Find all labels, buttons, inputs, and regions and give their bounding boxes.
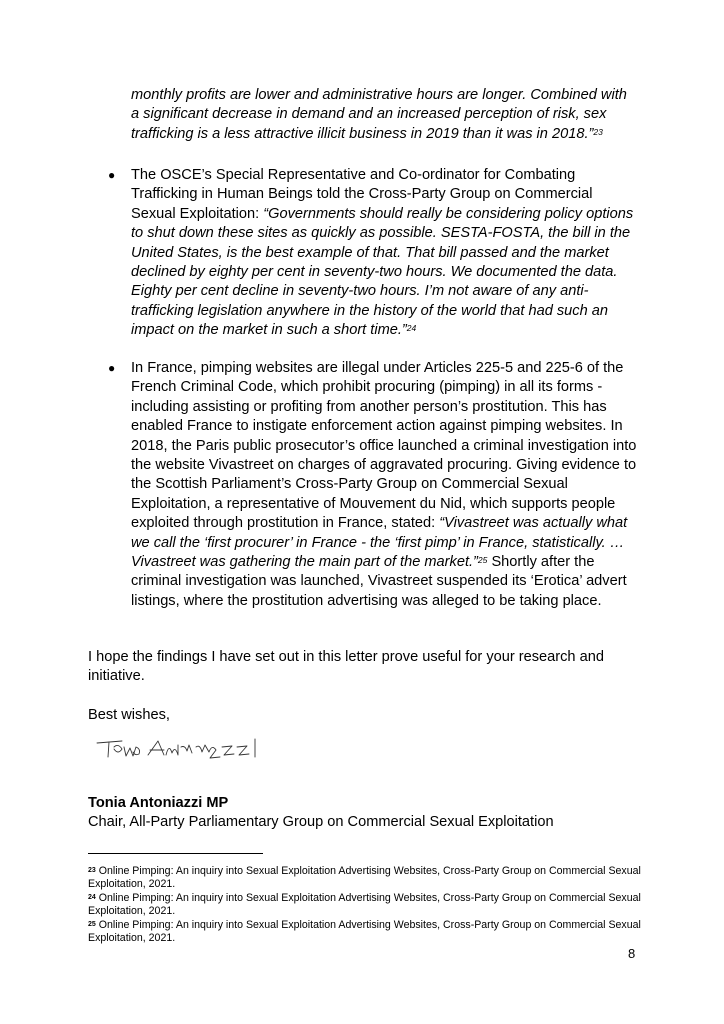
bullet-quote: “Governments should really be considering policy options to shut down these sites as quickly as possible. SESTA-FOSTA, the bill in the United States, is the best example of that. That bill passed and the market declined by eighty per cent in seventy-two hours. We documented the data. Eighty per cent decline in seventy-two hours. I’m not aware of any anti-trafficking legislation anywhere in the history of the world that had such an impact on the market in such a short time.” [131, 205, 634, 339]
bullet-outro: Shortly after the criminal investigation was launched, Vivastreet suspended its ‘Erotica’ advert listings, where the prostitution advertising was alleged to be taking place. [131, 554, 627, 609]
closing-paragraph: I hope the findings I have set out in this letter prove useful for your research and initiative. [88, 649, 604, 685]
bullet-quote: “Vivastreet was actually what we call the ‘first procurer’ in France - the ‘first pimp’ in France, statistically. …Vivastreet was gathering the main part of the market.” [131, 515, 628, 571]
quote-line: a significant decrease in demand and an increased perception of risk, sex [131, 106, 607, 123]
quote-line-text: trafficking is a less attractive illicit business in 2019 than it was in 2018.” [131, 125, 594, 142]
page-number: 8 [628, 946, 636, 961]
bullet-text [131, 359, 641, 611]
footnote-25 [88, 919, 648, 946]
continued-quote [131, 86, 651, 144]
footnote-text: Online Pimping: An inquiry into Sexual Exploitation Advertising Websites, Cross-Party Group on Commercial Sexual Exploitation, 2021. [88, 919, 641, 945]
footnote-ref[interactable]: 25 [477, 555, 488, 566]
footnote-number: 25 [88, 921, 96, 928]
signature-image [92, 735, 292, 765]
footnote-number: 23 [88, 867, 96, 874]
footnote-ref[interactable]: 23 [593, 126, 603, 137]
footnote-number: 24 [88, 894, 96, 901]
quote-line: monthly profits are lower and administrative hours are longer. Combined with [131, 87, 627, 103]
quote-line [131, 125, 651, 144]
bullet-intro: The OSCE’s Special Representative and Co-ordinator for Combating Trafficking in Human Beings told the Cross-Party Group on Commercial Sexual Exploitation: [131, 167, 593, 222]
bullet-intro: In France, pimping websites are illegal under Articles 225-5 and 225-6 of the French Criminal Code, which prohibit procuring (pimping) in all its forms - including assisting or profiting from another person’s prostitution. This has enabled France to instigate enforcement action against pimping websites. In 2018, the Paris public prosecutor’s office launched a criminal investigation into the website Vivastreet on charges of aggravated procuring. Giving evidence to the Scottish Parliament’s Cross-Party Group on Commercial Sexual Exploitation, a representative of Mouvement du Nid, which supports people exploited through prostitution in France, stated: [131, 360, 637, 532]
bullet-text [131, 166, 641, 341]
footnote-text: Online Pimping: An inquiry into Sexual Exploitation Advertising Websites, Cross-Party Group on Commercial Sexual Exploitation, 2021. [88, 865, 641, 891]
footnote-text: Online Pimping: An inquiry into Sexual Exploitation Advertising Websites, Cross-Party Group on Commercial Sexual Exploitation, 2021. [88, 892, 641, 918]
salutation: Best wishes, [88, 707, 170, 723]
footnote-24 [88, 892, 648, 919]
footnote-ref[interactable]: 24 [406, 323, 417, 334]
bullet-icon: ● [108, 168, 116, 182]
signatory-role: Chair, All-Party Parliamentary Group on Commercial Sexual Exploitation [88, 814, 554, 830]
footnote-separator [88, 853, 263, 854]
signatory-name: Tonia Antoniazzi MP [88, 795, 229, 811]
bullet-icon: ● [108, 361, 116, 375]
footnote-23 [88, 865, 648, 892]
